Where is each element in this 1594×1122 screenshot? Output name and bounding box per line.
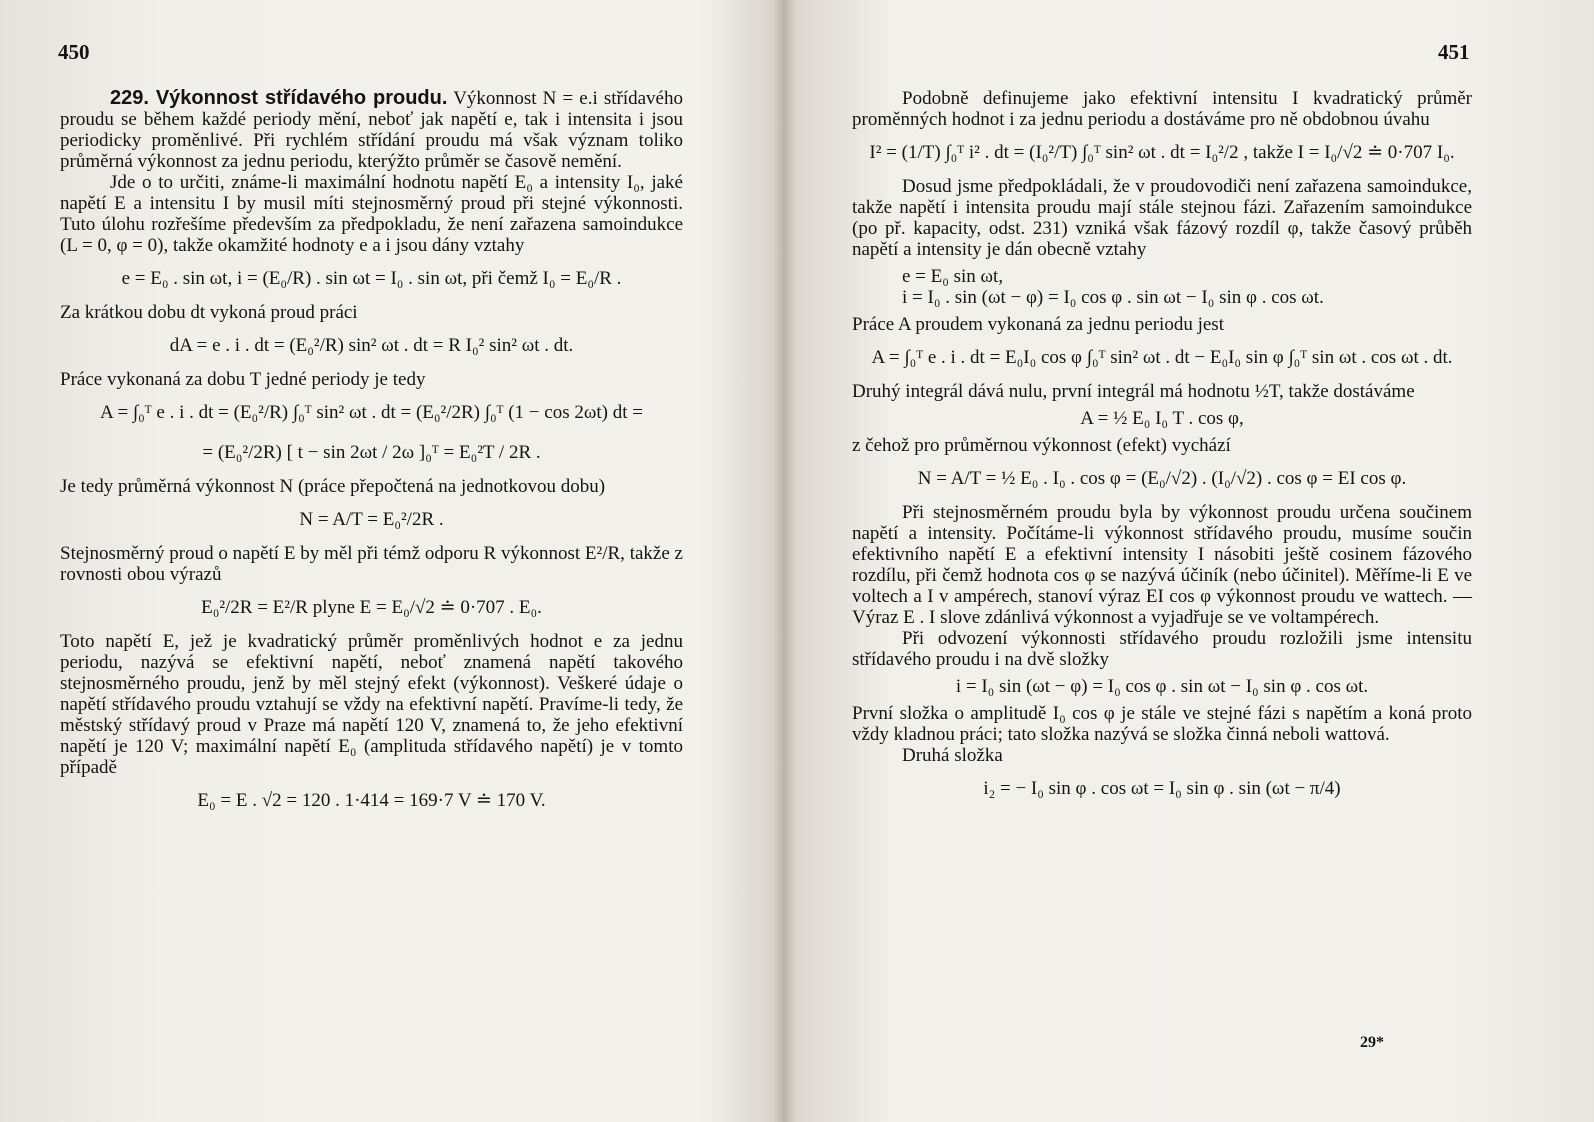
right-text-column [852,88,1472,812]
left-text-column [60,88,683,824]
paragraph: Při odvození výkonnosti střídavého proudu rozložili jsme intensitu střídavého proudu i na dvě složky [852,628,1472,670]
equation: A = ½ E₀ I₀ T . cos φ, [1080,408,1244,429]
equation: N = A/T = ½ E₀ . I₀ . cos φ = (E₀/√2) . (I₀/√2) . cos φ = EI cos φ. [917,468,1407,489]
equation: i₂ = − I₀ sin φ . cos ωt = I₀ sin φ . sin (ωt − π/4) [983,778,1341,799]
equation: A = ∫₀ᵀ e . i . dt = (E₀²/R) ∫₀ᵀ sin² ωt . dt = (E₀²/2R) ∫₀ᵀ (1 − cos 2ωt) dt = [100,402,643,423]
paragraph: Stejnosměrný proud o napětí E by měl při témž odporu R výkonnost E²/R, takže z rovnosti obou výrazů [60,543,683,585]
equation: A = ∫₀ᵀ e . i . dt = E₀I₀ cos φ ∫₀ᵀ sin² ωt . dt − E₀I₀ sin φ ∫₀ᵀ sin ωt . cos ωt . dt. [871,347,1453,368]
paragraph: Za krátkou dobu dt vykoná proud práci [60,302,358,323]
paragraph: Práce A proudem vykonaná za jednu periodu jest [852,314,1224,335]
right-page [800,0,1594,1122]
signature-mark: 29* [1360,1034,1384,1051]
paragraph: Dosud jsme předpokládali, že v proudovodiči není zařazena samoindukce, takže napětí i intensita proudu mají stále stejnou fázi. Zařazením samoindukce (po př. kapacity, odst. 231) vzniká však fázový rozdíl φ, takže časový průběh napětí a intensity je dán obecně vztahy [852,176,1472,260]
equation: i = I₀ . sin (ωt − φ) = I₀ cos φ . sin ωt − I₀ sin φ . cos ωt. [902,287,1324,308]
paragraph: Práce vykonaná za dobu T jedné periody je tedy [60,369,426,390]
paragraph: z čehož pro průměrnou výkonnost (efekt) vychází [852,435,1231,456]
equation: e = E₀ sin ωt, [902,266,1004,287]
equation: E₀²/2R = E²/R plyne E = E₀/√2 ≐ 0·707 . E₀. [201,597,542,618]
equation: e = E₀ . sin ωt, i = (E₀/R) . sin ωt = I₀ . sin ωt, při čemž I₀ = E₀/R . [121,268,622,289]
paragraph: Podobně definujeme jako efektivní intensitu I kvadratický průměr proměnných hodnot i za jednu periodu a dostáváme pro ně obdobnou úvahu [852,88,1472,130]
section-heading: 229. Výkonnost střídavého proudu. [110,87,448,109]
equation: i = I₀ sin (ωt − φ) = I₀ cos φ . sin ωt − I₀ sin φ . cos ωt. [955,676,1369,697]
equation: N = A/T = E₀²/2R . [299,509,444,530]
paragraph-text: Výkonnost N = e.i střídavého proudu se během každé periody mění, neboť jak napětí e, tak i intensita i jsou periodicky proměnlivé. Při rychlém střídání proudu má však význam toliko průměrná výkonnost za jednu periodu, kterýžto průměr se časově nemění. [60,88,683,172]
page-number: 451 [1438,40,1470,64]
equation: dA = e . i . dt = (E₀²/R) sin² ωt . dt = R I₀² sin² ωt . dt. [169,335,574,356]
paragraph: Toto napětí E, jež je kvadratický průměr proměnlivých hodnot e za jednu periodu, nazývá se efektivní napětí, neboť znamená napětí takového stejnosměrného proudu, jenž by měl stejný efekt (výkonnost). Veškeré údaje o napětí střídavého proudu vztahují se vždy na efektivní napětí. Pravíme-li tedy, že městský střídavý proud v Praze má napětí 120 V, znamená to, že jeho efektivní napětí je 120 V; maximální napětí E₀ (amplituda střídavého napětí) je v tomto případě [60,631,683,778]
equation: = (E₀²/2R) [ t − sin 2ωt / 2ω ]₀ᵀ = E₀²T / 2R . [202,442,541,463]
paragraph: Při stejnosměrném proudu byla by výkonnost proudu určena součinem napětí a intensity. Počítáme-li výkonnost střídavého proudu, musíme součin efektivního napětí E a efektivní intensity I násobiti ještě cosinem fázového rozdílu, při čemž hodnota cos φ se nazývá účiník (nebo účinitel). Měříme-li E ve voltech a I v ampérech, stanoví výraz EI cos φ výkonnost proudu ve wattech. — Výraz E . I slove zdánlivá výkonnost a vyjadřuje se ve voltampérech. [852,502,1472,628]
paragraph: Jde o to určiti, známe-li maximální hodnotu napětí E₀ a intensity I₀, jaké napětí E a intensitu I by musil míti stejnosměrný proud při stejné výkonnosti. Tuto úlohu rozřešíme především za předpokladu, že není zařazena samoindukce (L = 0, φ = 0), takže okamžité hodnoty e a i jsou dány vztahy [60,172,683,256]
paragraph: Druhý integrál dává nulu, první integrál má hodnotu ½T, takže dostáváme [852,381,1415,402]
paragraph: Je tedy průměrná výkonnost N (práce přepočtená na jednotkovou dobu) [60,476,606,497]
paragraph: Druhá složka [902,745,1003,766]
page-number: 450 [58,40,90,64]
section-paragraph [60,88,683,172]
equation: I² = (1/T) ∫₀ᵀ i² . dt = (I₀²/T) ∫₀ᵀ sin² ωt . dt = I₀²/2 , takže I = I₀/√2 ≐ 0·707 I₀. [869,142,1455,163]
left-page [0,0,790,1122]
paragraph: První složka o amplitudě I₀ cos φ je stále ve stejné fázi s napětím a koná proto vždy kladnou práci; tato složka nazývá se složka činná neboli wattová. [852,703,1472,745]
equation: E₀ = E . √2 = 120 . 1·414 = 169·7 V ≐ 170 V. [197,790,546,811]
